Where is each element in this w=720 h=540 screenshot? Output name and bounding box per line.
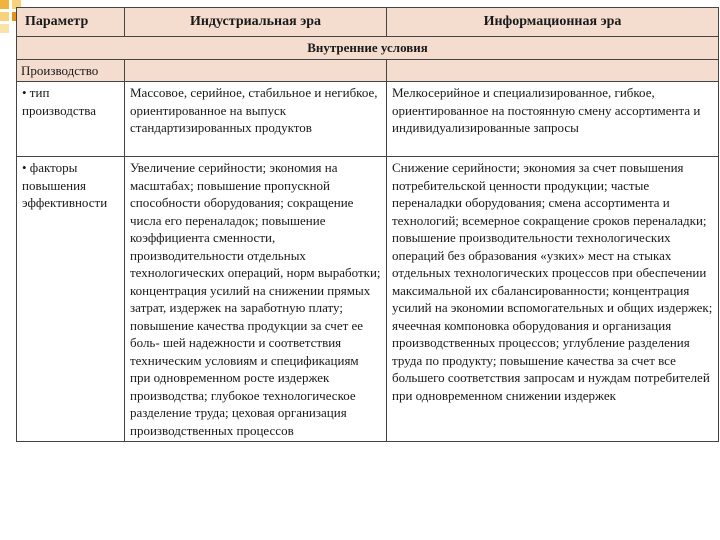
decor-square: [0, 0, 9, 9]
subheader-row: [17, 37, 719, 60]
row-information: Снижение серийности; экономия за счет повышения потребительской ценности продукции; частые переналадки оборудования; смена ассортимента и технологий; всемерное сокращение сроков переналадки; повышение производительности технологических операций без образования «узких» мест на стыках отдельных технологических процессов при обеспечении максимальной их сбалансированности; концентрация усилий на экономии вспомогательных и общих издержек; ячеечная компоновка оборудования и организация производственных процессов; углубление разделения труда по продукту; повышение качества за счет все большего соответствия запросам и нуждам потребителей при одновременном снижении издержек: [387, 157, 719, 442]
table-row: [17, 82, 719, 157]
row-information: Мелкосерийное и специализированное, гибкое, ориентированное на постоянную смену ассортимента и индивидуализированные запросы: [387, 82, 719, 157]
decor-square: [0, 12, 9, 21]
section-empty: [387, 60, 719, 82]
header-information: Информационная эра: [387, 8, 719, 37]
decor-square: [0, 24, 9, 33]
comparison-table: [16, 7, 719, 442]
header-param: Параметр: [17, 8, 125, 37]
row-param: • факторы повышения эффективности: [17, 157, 125, 442]
subheader-internal-conditions: Внутренние условия: [17, 37, 719, 60]
section-empty: [125, 60, 387, 82]
row-param: • тип производства: [17, 82, 125, 157]
header-industrial: Индустриальная эра: [125, 8, 387, 37]
section-production: Производство: [17, 60, 125, 82]
section-row: [17, 60, 719, 82]
row-industrial: Массовое, серийное, стабильное и негибкое, ориентированное на выпуск стандартизированных продуктов: [125, 82, 387, 157]
row-industrial: Увеличение серийности; экономия на масштабах; повышение пропускной способности оборудования; сокращение числа его переналадок; повышение коэффициента сменности, производительности отдельных технологических операций, норм выработки; концентрация усилий на снижении прямых затрат, издержек на заработную плату; повышение качества продукции за счет ее боль- шей надежности и соответствия техническим условиям и спецификациям при одновременном росте издержек производства; глубокое технологическое разделение труда; цеховая организация производственных процессов: [125, 157, 387, 442]
header-row: [17, 8, 719, 37]
table-row: [17, 157, 719, 442]
